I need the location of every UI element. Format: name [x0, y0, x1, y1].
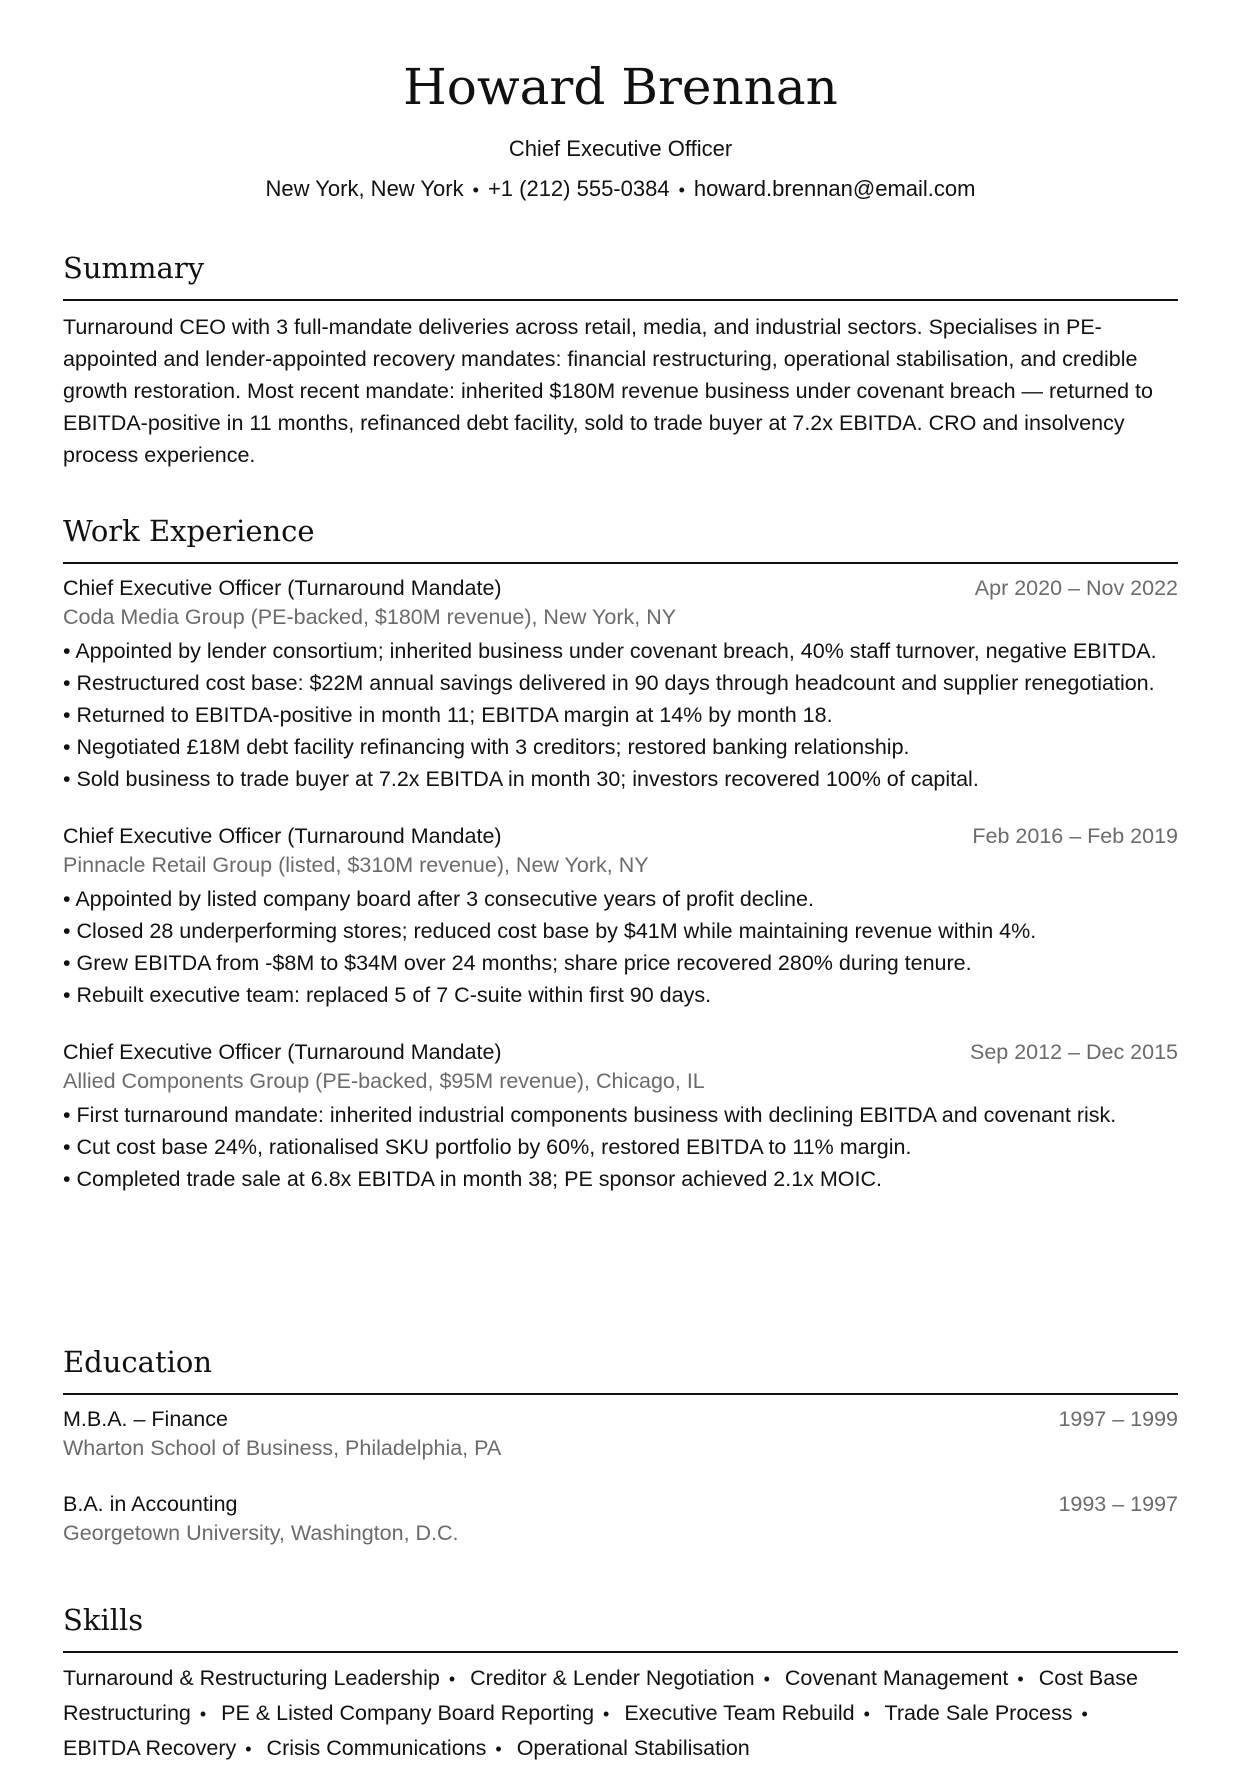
- job-header: [63, 822, 1178, 851]
- job-organization: Allied Components Group (PE-backed, $95M revenue), Chicago, IL: [63, 1069, 705, 1093]
- skill-separator: •: [1017, 1669, 1024, 1689]
- candidate-title: Chief Executive Officer: [508, 136, 733, 161]
- school: Wharton School of Business, Philadelphia, PA: [63, 1436, 502, 1460]
- skill-separator: •: [603, 1704, 610, 1724]
- skill-separator: •: [245, 1739, 252, 1759]
- job-entry: [63, 1038, 1178, 1195]
- job-dates: Apr 2020 – Nov 2022: [974, 576, 1178, 600]
- job-entry: [63, 822, 1178, 1011]
- job-entry: [63, 574, 1178, 795]
- job-header: [63, 574, 1178, 603]
- skill-separator: •: [863, 1704, 870, 1724]
- contact-separator: •: [678, 180, 685, 200]
- education-list: [63, 1405, 1178, 1548]
- education-dates: 1993 – 1997: [1058, 1492, 1178, 1516]
- summary-text: Turnaround CEO with 3 full-mandate deliveries across retail, media, and industrial sectors. Specialises in PE-appointed and lender-appointed recovery mandates: financial restructuring, operational stabilisation, and credible growth restoration. Most recent mandate: inherited $180M revenue business under covenant breach — returned to EBITDA-positive in 11 months, refinanced debt facility, sold to trade buyer at 7.2x EBITDA. CRO and insolvency process experience.: [63, 315, 1153, 467]
- job-dates: Feb 2016 – Feb 2019: [972, 824, 1178, 848]
- job-bullet: • Cut cost base 24%, rationalised SKU portfolio by 60%, restored EBITDA to 11% margin.: [63, 1131, 1178, 1163]
- education-heading: Education: [63, 1344, 1178, 1395]
- job-bullet: • Restructured cost base: $22M annual savings delivered in 90 days through headcount and supplier renegotiation.: [63, 667, 1178, 699]
- job-bullets: [63, 1099, 1178, 1195]
- skills-heading: Skills: [63, 1602, 1178, 1653]
- resume-header: [63, 0, 1178, 205]
- degree: M.B.A. – Finance: [63, 1407, 228, 1431]
- experience-section: [63, 513, 1178, 1195]
- skill-separator: •: [1081, 1704, 1088, 1724]
- job-list: [63, 574, 1178, 1195]
- job-header: [63, 1038, 1178, 1067]
- skills-list: [63, 1661, 1178, 1766]
- job-dates: Sep 2012 – Dec 2015: [970, 1040, 1178, 1064]
- job-bullet: • First turnaround mandate: inherited industrial components business with declining EBITDA and covenant risk.: [63, 1099, 1178, 1131]
- contact-phone: +1 (212) 555-0384: [487, 176, 670, 201]
- job-role: Chief Executive Officer (Turnaround Mandate): [63, 576, 502, 600]
- job-bullet: • Negotiated £18M debt facility refinancing with 3 creditors; restored banking relationship.: [63, 731, 1178, 763]
- skill-item: Operational Stabilisation: [516, 1736, 750, 1760]
- job-bullet: • Appointed by lender consortium; inherited business under covenant breach, 40% staff turnover, negative EBITDA.: [63, 635, 1178, 667]
- job-bullet: • Rebuilt executive team: replaced 5 of 7 C-suite within first 90 days.: [63, 979, 1178, 1011]
- job-bullet: • Completed trade sale at 6.8x EBITDA in month 38; PE sponsor achieved 2.1x MOIC.: [63, 1163, 1178, 1195]
- skill-separator: •: [448, 1669, 456, 1689]
- candidate-name: Howard Brennan: [403, 58, 838, 116]
- job-bullet: • Sold business to trade buyer at 7.2x EBITDA in month 30; investors recovered 100% of capital.: [63, 763, 1178, 795]
- skill-item: Creditor & Lender Negotiation: [470, 1666, 755, 1690]
- job-bullets: [63, 883, 1178, 1011]
- job-bullet: • Appointed by listed company board after 3 consecutive years of profit decline.: [63, 883, 1178, 915]
- contact-email[interactable]: howard.brennan@email.com: [693, 176, 976, 201]
- job-organization: Pinnacle Retail Group (listed, $310M revenue), New York, NY: [63, 853, 649, 877]
- education-header: [63, 1405, 1178, 1434]
- skill-item: EBITDA Recovery: [63, 1736, 237, 1760]
- skill-item: Turnaround & Restructuring Leadership: [63, 1666, 440, 1690]
- skill-item: Covenant Management: [784, 1666, 1009, 1690]
- skill-separator: •: [495, 1739, 502, 1759]
- education-entry: [63, 1490, 1178, 1548]
- skill-separator: •: [199, 1704, 207, 1724]
- summary-heading: Summary: [63, 250, 1178, 301]
- education-dates: 1997 – 1999: [1058, 1407, 1178, 1431]
- job-bullet: • Grew EBITDA from -$8M to $34M over 24 months; share price recovered 280% during tenure.: [63, 947, 1178, 979]
- education-section: [63, 1344, 1178, 1548]
- resume-page: [63, 0, 1178, 1760]
- job-bullet: • Closed 28 underperforming stores; reduced cost base by $41M while maintaining revenue within 4%.: [63, 915, 1178, 947]
- job-role: Chief Executive Officer (Turnaround Mandate): [63, 1040, 502, 1064]
- contact-separator: •: [472, 180, 479, 200]
- job-bullet: • Returned to EBITDA-positive in month 11; EBITDA margin at 14% by month 18.: [63, 699, 1178, 731]
- contact-location: New York, New York: [265, 176, 464, 201]
- skills-section: [63, 1602, 1178, 1766]
- summary-section: [63, 250, 1178, 471]
- contact-line: [63, 174, 1178, 205]
- skill-item: Executive Team Rebuild: [624, 1701, 855, 1725]
- skill-item: Cost Base Restructuring: [63, 1666, 1138, 1725]
- job-bullets: [63, 635, 1178, 795]
- skill-item: Trade Sale Process: [884, 1701, 1073, 1725]
- experience-heading: Work Experience: [63, 513, 1178, 564]
- education-header: [63, 1490, 1178, 1519]
- skill-item: PE & Listed Company Board Reporting: [221, 1701, 595, 1725]
- skill-item: Crisis Communications: [266, 1736, 487, 1760]
- degree: B.A. in Accounting: [63, 1492, 238, 1516]
- job-role: Chief Executive Officer (Turnaround Mandate): [63, 824, 502, 848]
- education-entry: [63, 1405, 1178, 1463]
- job-organization: Coda Media Group (PE-backed, $180M revenue), New York, NY: [63, 605, 677, 629]
- skill-separator: •: [763, 1669, 770, 1689]
- school: Georgetown University, Washington, D.C.: [63, 1521, 459, 1545]
